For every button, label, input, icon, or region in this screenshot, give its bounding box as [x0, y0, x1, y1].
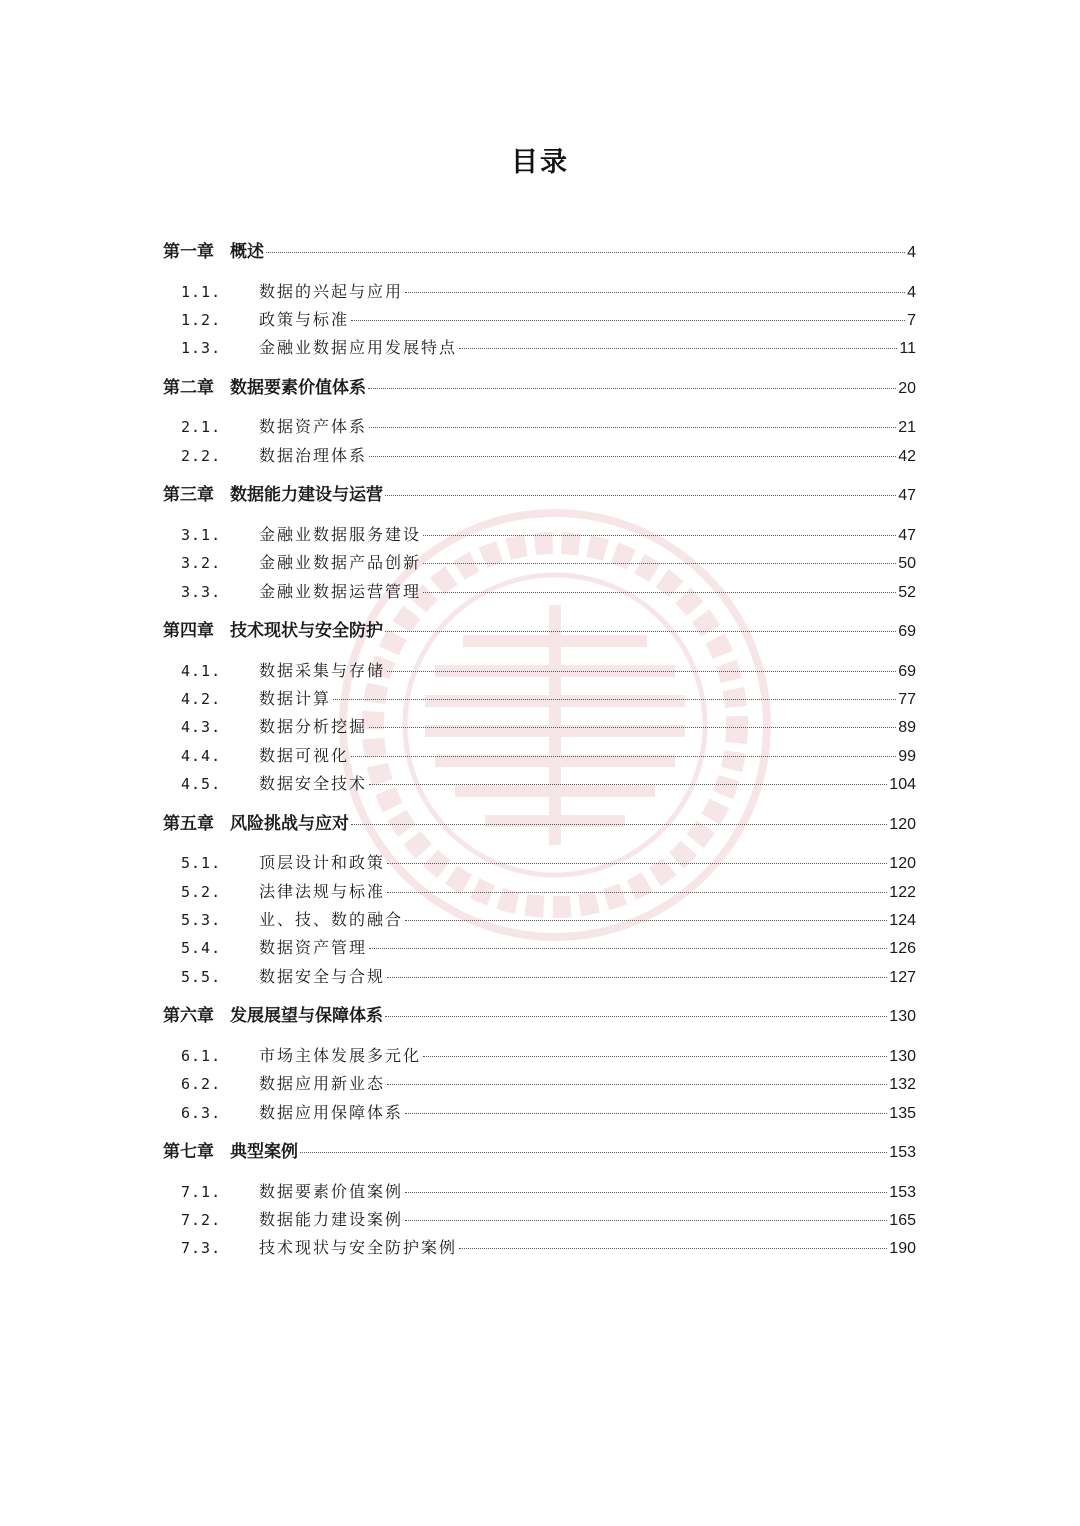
- dot-leader: [351, 823, 887, 825]
- toc-entry-label: 数据计算: [259, 688, 332, 708]
- toc-entry-label: 金融业数据服务建设: [259, 524, 422, 544]
- toc-entry-page-number: 69: [898, 662, 916, 680]
- toc-entry-page-number: 126: [889, 940, 916, 958]
- toc-entry-label: 概述: [230, 242, 264, 262]
- toc-entry-label: 风险挑战与应对: [230, 813, 349, 834]
- toc-entry-page-number: 47: [898, 487, 916, 505]
- toc-section-entry[interactable]: [163, 687, 916, 711]
- dot-leader: [351, 319, 905, 321]
- toc-entry-page-number: 7: [907, 311, 916, 329]
- toc-entry-number: 5.4.: [181, 939, 222, 958]
- toc-entry-number: 4.3.: [181, 718, 222, 737]
- toc-entry-number: 第四章: [163, 621, 214, 641]
- dot-leader: [459, 1247, 887, 1249]
- dot-leader: [333, 698, 896, 700]
- toc-section-entry[interactable]: [163, 280, 916, 304]
- toc-chapter-entry[interactable]: [163, 1140, 916, 1164]
- toc-section-entry[interactable]: [163, 1208, 916, 1232]
- toc-entry-number: 6.2.: [181, 1075, 222, 1094]
- toc-entry-number: 5.1.: [181, 854, 222, 873]
- toc-chapter-entry[interactable]: [163, 240, 916, 264]
- toc-entry-page-number: 11: [899, 340, 916, 358]
- toc-entry-page-number: 52: [898, 583, 916, 601]
- dot-leader: [387, 976, 887, 978]
- toc-chapter-entry[interactable]: [163, 812, 916, 836]
- toc-entry-number: 4.1.: [181, 661, 222, 680]
- toc-entry-number: 3.2.: [181, 554, 222, 573]
- dot-leader: [423, 591, 896, 593]
- toc-entry-label: 数据能力建设与运营: [230, 485, 383, 506]
- toc-entry-number: 第六章: [163, 1006, 214, 1027]
- toc-entry-page-number: 77: [898, 690, 916, 708]
- dot-leader: [405, 1191, 887, 1193]
- toc-entry-label: 数据的兴起与应用: [259, 281, 404, 301]
- toc-section-entry[interactable]: [163, 580, 916, 604]
- toc-entry-label: 数据应用新业态: [259, 1074, 386, 1094]
- toc-entry-number: 4.5.: [181, 775, 222, 794]
- toc-title: 目录: [511, 147, 569, 178]
- dot-leader: [385, 630, 896, 632]
- toc-entry-number: 7.3.: [181, 1239, 222, 1258]
- toc-entry-page-number: 127: [889, 968, 916, 986]
- toc-entry-label: 政策与标准: [259, 309, 350, 329]
- toc-entry-page-number: 50: [898, 555, 916, 573]
- toc-entry-label: 顶层设计和政策: [259, 853, 386, 873]
- toc-entry-page-number: 122: [889, 883, 916, 901]
- toc-entry-label: 典型案例: [230, 1142, 298, 1162]
- toc-entry-label: 数据要素价值体系: [230, 377, 366, 398]
- toc-chapter-entry[interactable]: [163, 619, 916, 643]
- toc-entry-number: 2.1.: [181, 418, 222, 437]
- dot-leader: [405, 291, 905, 293]
- toc-entry-number: 3.1.: [181, 525, 222, 544]
- toc-entry-page-number: 120: [889, 815, 916, 833]
- toc-entry-page-number: 132: [889, 1076, 916, 1094]
- toc-chapter-entry[interactable]: [163, 483, 916, 507]
- toc-entry-label: 金融业数据运营管理: [259, 581, 422, 601]
- toc-entry-page-number: 153: [889, 1183, 916, 1201]
- dot-leader: [369, 947, 887, 949]
- dot-leader: [423, 562, 896, 564]
- toc-section-entry[interactable]: [163, 336, 916, 360]
- toc-entry-number: 5.5.: [181, 967, 222, 986]
- toc-entry-label: 法律法规与标准: [259, 881, 386, 901]
- toc-section-entry[interactable]: [163, 1180, 916, 1204]
- toc-entry-number: 2.2.: [181, 446, 222, 465]
- toc-entry-label: 数据安全技术: [259, 774, 368, 794]
- dot-leader: [405, 1112, 887, 1114]
- toc-entry-number: 7.2.: [181, 1210, 222, 1229]
- toc-section-entry[interactable]: [163, 1101, 916, 1125]
- dot-leader: [423, 1055, 887, 1057]
- toc-section-entry[interactable]: [163, 1044, 916, 1068]
- toc-entry-label: 数据分析挖掘: [259, 717, 368, 737]
- dot-leader: [459, 347, 897, 349]
- toc-entry-number: 第五章: [163, 813, 214, 834]
- toc-entry-page-number: 120: [889, 855, 916, 873]
- toc-section-entry[interactable]: [163, 715, 916, 739]
- toc-entry-label: 数据采集与存储: [259, 660, 386, 680]
- dot-leader: [405, 919, 887, 921]
- toc-section-entry[interactable]: [163, 659, 916, 683]
- toc-entry-page-number: 47: [898, 526, 916, 544]
- toc-entry-label: 技术现状与安全防护: [230, 621, 383, 641]
- toc-entry-label: 发展展望与保障体系: [230, 1006, 383, 1027]
- dot-leader: [351, 755, 896, 757]
- toc-entry-number: 1.1.: [181, 282, 222, 301]
- dot-leader: [369, 426, 896, 428]
- toc-entry-number: 6.1.: [181, 1046, 222, 1065]
- dot-leader: [368, 387, 896, 389]
- toc-section-entry[interactable]: [163, 523, 916, 547]
- toc-entry-page-number: 4: [907, 283, 916, 301]
- dot-leader: [405, 1219, 887, 1221]
- toc-section-entry[interactable]: [163, 1236, 916, 1260]
- dot-leader: [385, 494, 896, 496]
- toc-entry-number: 4.4.: [181, 746, 222, 765]
- toc-section-entry[interactable]: [163, 965, 916, 989]
- toc-entry-label: 技术现状与安全防护案例: [259, 1238, 458, 1258]
- toc-section-entry[interactable]: [163, 444, 916, 468]
- dot-leader: [385, 1015, 887, 1017]
- toc-entry-page-number: 153: [889, 1144, 916, 1161]
- toc-entry-label: 业、技、数的融合: [259, 909, 404, 929]
- dot-leader: [387, 862, 887, 864]
- toc-entry-number: 1.3.: [181, 339, 222, 358]
- dot-leader: [423, 534, 896, 536]
- toc-entry-page-number: 104: [889, 776, 916, 794]
- dot-leader: [369, 726, 896, 728]
- toc-entry-label: 数据治理体系: [259, 445, 368, 465]
- toc-entry-number: 5.3.: [181, 910, 222, 929]
- dot-leader: [369, 455, 896, 457]
- toc-entry-label: 金融业数据产品创新: [259, 553, 422, 573]
- toc-entry-page-number: 130: [889, 1047, 916, 1065]
- toc-section-entry[interactable]: [163, 851, 916, 875]
- dot-leader: [266, 251, 905, 253]
- toc-section-entry[interactable]: [163, 1072, 916, 1096]
- dot-leader: [387, 1083, 887, 1085]
- toc-entry-label: 数据应用保障体系: [259, 1102, 404, 1122]
- toc-chapter-entry[interactable]: [163, 376, 916, 400]
- toc-chapter-entry[interactable]: [163, 1004, 916, 1028]
- toc-entry-number: 第一章: [163, 242, 214, 262]
- toc-entry-page-number: 124: [889, 911, 916, 929]
- dot-leader: [369, 783, 887, 785]
- toc-section-entry[interactable]: [163, 908, 916, 932]
- toc-entry-page-number: 42: [898, 447, 916, 465]
- toc-entry-page-number: 190: [889, 1240, 916, 1258]
- toc-section-entry[interactable]: [163, 308, 916, 332]
- toc-entry-page-number: 165: [889, 1211, 916, 1229]
- toc-section-entry[interactable]: [163, 772, 916, 796]
- toc-entry-label: 市场主体发展多元化: [259, 1045, 422, 1065]
- toc-entry-label: 数据安全与合规: [259, 966, 386, 986]
- toc-entry-number: 7.1.: [181, 1182, 222, 1201]
- toc-entry-number: 1.2.: [181, 310, 222, 329]
- toc-entry-label: 数据要素价值案例: [259, 1181, 404, 1201]
- toc-entry-number: 第二章: [163, 377, 214, 398]
- toc-entry-label: 数据可视化: [259, 745, 350, 765]
- toc-section-entry[interactable]: [163, 551, 916, 575]
- toc-entry-number: 4.2.: [181, 689, 222, 708]
- toc-section-entry[interactable]: [163, 744, 916, 768]
- toc-entry-page-number: 69: [898, 623, 916, 640]
- dot-leader: [300, 1151, 887, 1153]
- toc-entry-page-number: 99: [898, 747, 916, 765]
- toc-entry-number: 5.2.: [181, 882, 222, 901]
- toc-entry-number: 第七章: [163, 1142, 214, 1162]
- toc-entry-page-number: 130: [889, 1008, 916, 1026]
- toc-entry-label: 金融业数据应用发展特点: [259, 338, 458, 358]
- toc-entry-page-number: 135: [889, 1104, 916, 1122]
- toc-entry-number: 3.3.: [181, 582, 222, 601]
- toc-section-entry[interactable]: [163, 936, 916, 960]
- toc-entry-label: 数据资产体系: [259, 417, 368, 437]
- toc-entry-number: 6.3.: [181, 1103, 222, 1122]
- toc-entry-number: 第三章: [163, 485, 214, 506]
- toc-entry-label: 数据能力建设案例: [259, 1209, 404, 1229]
- toc-entry-page-number: 21: [898, 419, 916, 437]
- toc-entry-label: 数据资产管理: [259, 938, 368, 958]
- toc-entry-page-number: 4: [907, 244, 916, 261]
- dot-leader: [387, 670, 896, 672]
- toc-section-entry[interactable]: [163, 880, 916, 904]
- toc-entry-page-number: 89: [898, 719, 916, 737]
- dot-leader: [387, 891, 887, 893]
- toc-entry-page-number: 20: [898, 379, 916, 397]
- toc-section-entry[interactable]: [163, 415, 916, 439]
